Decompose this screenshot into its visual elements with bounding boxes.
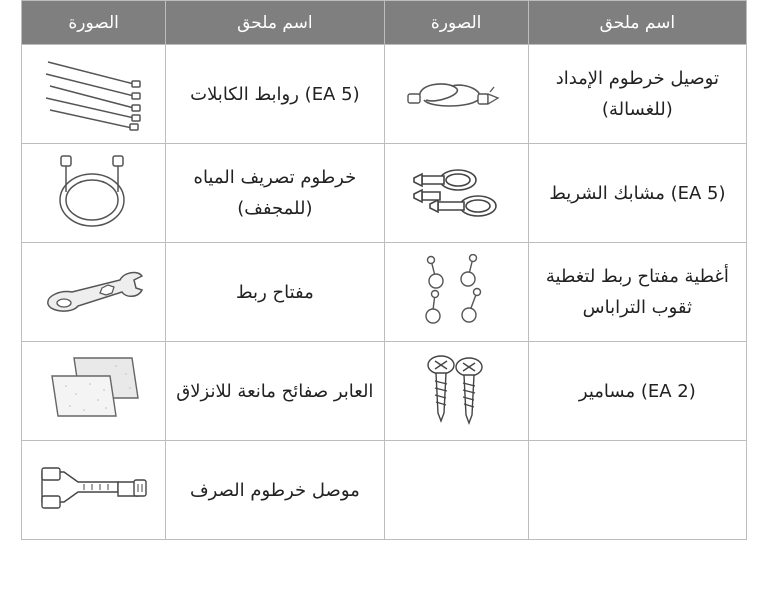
anti-slip-sheets-icon [46, 354, 142, 428]
accessory-image [384, 342, 528, 441]
accessory-image-2 [22, 144, 166, 243]
bolt-hole-caps-icon [421, 254, 491, 330]
accessory-name-2: العابر صفائح مانعة للانزلاق [166, 342, 384, 441]
screws-icon [421, 351, 491, 431]
accessory-image [384, 144, 528, 243]
table-row [22, 144, 747, 243]
accessory-name-2: (5 EA) روابط الكابلات [166, 45, 384, 144]
accessory-image-2 [22, 45, 166, 144]
accessory-name: توصيل خرطوم الإمداد (للغسالة) [528, 45, 746, 144]
tape-clamps-icon [408, 158, 504, 228]
accessory-image-2 [22, 342, 166, 441]
accessory-image [384, 45, 528, 144]
accessory-name: أغطية مفتاح ربط لتغطية ثقوب التراباس [528, 243, 746, 342]
table-row [22, 342, 747, 441]
drain-hose-connector-icon [38, 462, 150, 518]
accessory-image [384, 243, 528, 342]
accessory-image [384, 441, 528, 540]
accessory-name: (2 EA) مسامير [528, 342, 746, 441]
header-image: الصورة [384, 1, 528, 45]
cable-ties-icon [42, 56, 146, 132]
wrench-icon [42, 266, 146, 318]
supply-hose-icon [406, 74, 506, 114]
accessory-name-2: موصل خرطوم الصرف [166, 441, 384, 540]
accessory-image-2 [22, 243, 166, 342]
table-row [22, 45, 747, 144]
accessory-name-2: مفتاح ربط [166, 243, 384, 342]
header-accessory-name: اسم ملحق [528, 1, 746, 45]
table-row [22, 243, 747, 342]
drain-hose-icon [52, 152, 136, 234]
table-row [22, 441, 747, 540]
accessory-name: (5 EA) مشابك الشريط [528, 144, 746, 243]
accessory-name-2: خرطوم تصريف المياه (للمجفف) [166, 144, 384, 243]
header-accessory-name-2: اسم ملحق [166, 1, 384, 45]
header-image-2: الصورة [22, 1, 166, 45]
accessory-image-2 [22, 441, 166, 540]
accessory-name [528, 441, 746, 540]
accessories-table [21, 0, 747, 540]
table-header-row [22, 1, 747, 45]
